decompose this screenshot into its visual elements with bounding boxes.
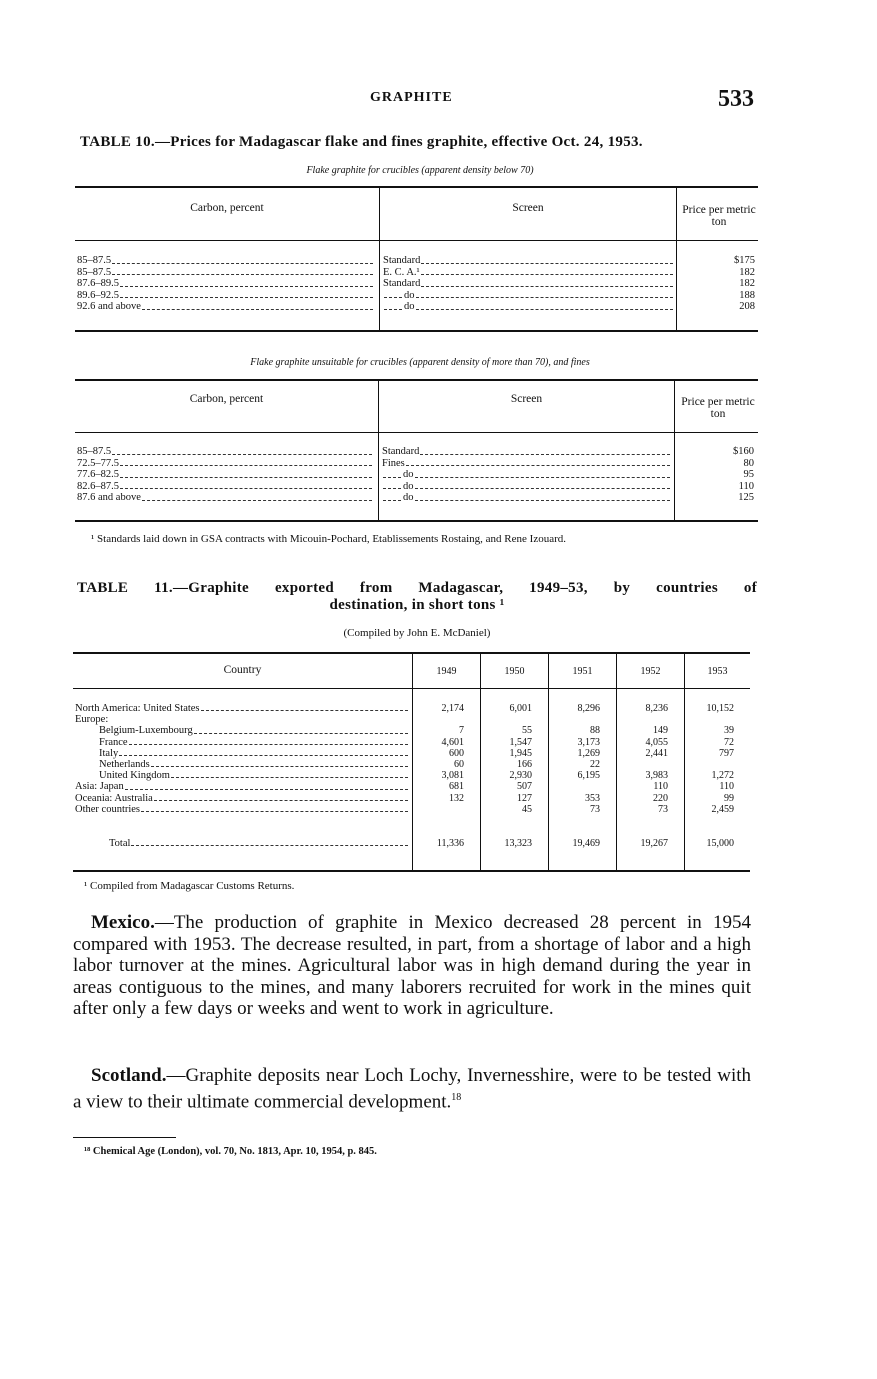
carbon-value: 85–87.5 (77, 255, 112, 266)
leader-dots (201, 703, 408, 711)
value-cell: 1,547 (509, 736, 532, 748)
carbon-cell (77, 267, 375, 279)
rule (75, 240, 758, 241)
price-row (77, 301, 757, 313)
screen-cell (374, 446, 672, 458)
rule (73, 870, 750, 872)
header-carbon: Carbon, percent (190, 202, 264, 214)
carbon-value: 72.5–77.5 (77, 457, 119, 469)
price-row (77, 469, 757, 481)
country-name: France (99, 736, 128, 748)
value-cell: 22 (590, 758, 600, 770)
price-value: 188 (739, 289, 755, 301)
country-cell (75, 737, 410, 748)
value-cell: 4,601 (441, 736, 464, 748)
leader-dots (384, 301, 402, 310)
country-cell (75, 759, 410, 770)
rule (75, 186, 758, 188)
value-cell: 1,269 (577, 747, 600, 759)
country-cell (75, 714, 410, 725)
leader-dots (120, 458, 372, 467)
scotland-heading: Scotland. (91, 1065, 167, 1086)
value-cell (614, 714, 682, 725)
leader-dots (131, 838, 408, 846)
leader-dots (125, 781, 408, 789)
leader-dots (421, 255, 673, 264)
value-cell: 2,930 (509, 770, 532, 782)
header-1953: 1953 (707, 666, 728, 677)
leader-dots (119, 748, 408, 756)
leader-dots (112, 446, 372, 455)
value-cell: 1,272 (711, 770, 734, 782)
value-cell: 99 (724, 792, 734, 804)
price-row (77, 492, 757, 504)
leader-dots (416, 301, 674, 310)
country-name: Oceania: Australia (75, 792, 153, 804)
value-cell: 149 (653, 725, 668, 737)
value-cell (682, 759, 748, 770)
export-row (75, 714, 750, 725)
screen-value: do (403, 469, 414, 480)
total-row (75, 838, 750, 849)
value-cell: 72 (724, 736, 734, 748)
country-name: United Kingdom (99, 770, 170, 782)
price-value: 182 (739, 278, 755, 289)
value-cell: 8,236 (645, 703, 668, 714)
export-row (75, 737, 750, 748)
value-cell: 2,441 (645, 747, 668, 759)
page-footnote: ¹⁸ Chemical Age (London), vol. 70, No. 1813, Apr. 10, 1954, p. 845. (84, 1146, 377, 1157)
country-name: Europe: (75, 714, 109, 726)
leader-dots (384, 290, 402, 299)
country-cell (75, 804, 410, 815)
header-1950: 1950 (504, 666, 525, 677)
value-cell: 600 (449, 747, 464, 759)
value-cell (478, 714, 546, 725)
value-cell: 3,173 (577, 736, 600, 748)
table10-part2-subtitle: Flake graphite unsuitable for crucibles (apparent density of more than 70), and fines (250, 357, 590, 368)
price-row (77, 481, 757, 493)
price-value: 125 (738, 492, 754, 503)
leader-dots (415, 481, 671, 490)
export-row (75, 703, 750, 714)
table10-part1-rows (77, 255, 757, 313)
value-cell: 45 (522, 803, 532, 815)
screen-cell (374, 492, 672, 504)
screen-value: do (404, 301, 415, 312)
total-label-cell (75, 838, 410, 849)
value-cell (546, 781, 614, 792)
screen-cell (374, 469, 672, 481)
value-cell: 2,459 (711, 803, 734, 815)
table11-title-line2: destination, in short tons ¹ (329, 597, 505, 613)
carbon-cell (77, 278, 375, 290)
carbon-value: 85–87.5 (77, 446, 112, 457)
value-cell: 3,983 (645, 770, 668, 782)
leader-dots (416, 290, 674, 299)
table11-compiled-by: (Compiled by John E. McDaniel) (343, 627, 491, 639)
price-value: 95 (743, 469, 754, 480)
table10-footnote: ¹ Standards laid down in GSA contracts with Micouin-Pochard, Etablissements Rostaing, and Rene Izouard. (91, 533, 566, 545)
scotland-text: —Graphite deposits near Loch Lochy, Invernesshire, were to be tested with a view to their ultimate commercial development. (73, 1065, 751, 1112)
total-value: 19,267 (640, 837, 668, 849)
running-title: GRAPHITE (370, 90, 453, 105)
value-cell (682, 714, 748, 725)
country-name: Belgium-Luxembourg (99, 725, 193, 737)
screen-cell (375, 278, 675, 290)
leader-dots (120, 481, 372, 490)
price-value: 208 (739, 301, 755, 312)
total-label: Total (109, 837, 131, 849)
screen-cell (374, 481, 672, 493)
header-price: Price per metric ton (682, 204, 756, 228)
header-screen: Screen (510, 393, 543, 405)
mexico-paragraph (73, 912, 751, 1020)
screen-cell (375, 301, 675, 313)
carbon-cell (77, 458, 374, 470)
price-row (77, 290, 757, 302)
leader-dots (383, 492, 401, 501)
total-value: 13,323 (504, 837, 532, 849)
leader-dots (120, 278, 373, 287)
price-row (77, 446, 757, 458)
carbon-cell (77, 481, 374, 493)
price-row (77, 278, 757, 290)
table10-title: TABLE 10.—Prices for Madagascar flake and fines graphite, effective Oct. 24, 1953. (80, 134, 643, 150)
price-row (77, 255, 757, 267)
footnote-ref: 18 (451, 1091, 462, 1103)
screen-cell (375, 255, 675, 267)
carbon-value: 82.6–87.5 (77, 480, 119, 492)
value-cell: 3,081 (441, 770, 464, 782)
leader-dots (421, 267, 673, 276)
country-name: North America: United States (75, 703, 200, 714)
screen-value: Standard (382, 446, 420, 457)
country-cell (75, 725, 410, 736)
value-cell: 7 (459, 725, 464, 737)
leader-dots (171, 770, 408, 778)
value-cell: 8,296 (577, 703, 600, 714)
value-cell: 681 (449, 781, 464, 793)
mexico-text: —The production of graphite in Mexico decreased 28 percent in 1954 compared with 1953. The decrease resulted, in part, from a shortage of labor and a high labor turnover at the mines. Agricultural labor was in high demand during the year in areas contiguous to the mines, and many laborers recruited for work in the mines quit after only a few days or weeks and went to work in agriculture. (73, 912, 751, 1019)
leader-dots (120, 290, 373, 299)
country-cell (75, 781, 410, 792)
leader-dots (194, 725, 408, 733)
value-cell: 4,055 (645, 736, 668, 748)
carbon-value: 87.6 and above (77, 492, 141, 503)
value-cell: 6,195 (577, 770, 600, 782)
carbon-cell (77, 446, 374, 458)
value-cell: 353 (585, 792, 600, 804)
screen-cell (374, 458, 672, 470)
carbon-cell (77, 492, 374, 504)
value-cell: 88 (590, 725, 600, 737)
leader-dots (142, 492, 372, 501)
value-cell: 73 (658, 803, 668, 815)
screen-value: Fines (382, 457, 405, 469)
total-value: 15,000 (706, 837, 734, 849)
total-value: 19,469 (572, 837, 600, 849)
price-value: 80 (743, 457, 754, 469)
leader-dots (120, 469, 372, 478)
leader-dots (383, 469, 401, 478)
screen-value: Standard (383, 278, 421, 289)
header-price: Price per metric ton (681, 396, 755, 420)
leader-dots (415, 469, 671, 478)
export-row (75, 725, 750, 736)
carbon-cell (77, 290, 375, 302)
leader-dots (142, 301, 373, 310)
value-cell: 55 (522, 725, 532, 737)
value-cell (410, 714, 478, 725)
export-row (75, 748, 750, 759)
leader-dots (151, 759, 408, 767)
leader-dots (406, 458, 670, 467)
carbon-value: 87.6–89.5 (77, 278, 119, 289)
value-cell: 166 (517, 758, 532, 770)
leader-dots (129, 737, 408, 745)
leader-dots (154, 793, 408, 801)
export-row (75, 759, 750, 770)
mexico-heading: Mexico. (91, 912, 155, 933)
export-row (75, 770, 750, 781)
price-value: 182 (739, 266, 755, 278)
carbon-value: 85–87.5 (77, 266, 112, 278)
country-cell (75, 703, 410, 714)
export-row (75, 781, 750, 792)
rule (75, 432, 758, 433)
leader-dots (112, 255, 373, 264)
page-number: 533 (718, 86, 754, 112)
value-cell: 60 (454, 758, 464, 770)
carbon-value: 89.6–92.5 (77, 289, 119, 301)
export-row (75, 793, 750, 804)
screen-value: Standard (383, 255, 421, 266)
screen-cell (375, 290, 675, 302)
value-cell: 1,945 (509, 747, 532, 759)
value-cell: 39 (724, 725, 734, 737)
header-country: Country (223, 664, 262, 676)
table11-title-line1: TABLE 11.—Graphite exported from Madagascar, 1949–53, by countries of (77, 580, 757, 596)
carbon-value: 92.6 and above (77, 301, 141, 312)
price-row (77, 458, 757, 470)
value-cell (614, 759, 682, 770)
leader-dots (421, 278, 673, 287)
rule (75, 330, 758, 332)
carbon-cell (77, 301, 375, 313)
header-1951: 1951 (572, 666, 593, 677)
leader-dots (415, 492, 671, 501)
table10-part2-rows (77, 446, 757, 504)
screen-value: E. C. A.¹ (383, 266, 420, 278)
table11-rows (75, 703, 750, 849)
value-cell: 110 (719, 781, 734, 793)
country-name: Other countries (75, 803, 141, 815)
country-cell (75, 748, 410, 759)
screen-cell (375, 267, 675, 279)
header-1952: 1952 (640, 666, 661, 677)
value-cell (546, 714, 614, 725)
leader-dots (420, 446, 670, 455)
rule (75, 379, 758, 381)
value-cell (410, 804, 478, 815)
table11-footnote: ¹ Compiled from Madagascar Customs Returns. (84, 880, 295, 892)
country-cell (75, 793, 410, 804)
value-cell: 2,174 (441, 703, 464, 714)
footnote-rule (73, 1137, 176, 1138)
country-name: Netherlands (99, 758, 150, 770)
price-value: $175 (734, 255, 755, 266)
country-name: Italy (99, 747, 119, 759)
country-cell (75, 770, 410, 781)
header-screen: Screen (512, 202, 544, 214)
value-cell: 73 (590, 803, 600, 815)
country-name: Asia: Japan (75, 781, 124, 793)
value-cell: 6,001 (509, 703, 532, 714)
price-row (77, 267, 757, 279)
screen-value: do (403, 492, 414, 503)
price-value: $160 (733, 446, 754, 457)
leader-dots (112, 267, 373, 276)
value-cell: 797 (719, 747, 734, 759)
leader-dots (141, 804, 408, 812)
table10-part1-subtitle: Flake graphite for crucibles (apparent density below 70) (306, 165, 534, 176)
value-cell: 127 (517, 792, 532, 804)
carbon-value: 77.6–82.5 (77, 469, 119, 480)
scotland-paragraph (73, 1065, 751, 1112)
screen-value: do (404, 289, 415, 301)
export-row (75, 804, 750, 815)
carbon-cell (77, 469, 374, 481)
value-cell: 507 (517, 781, 532, 793)
total-value: 11,336 (436, 837, 464, 849)
header-1949: 1949 (436, 666, 457, 677)
value-cell: 10,152 (706, 703, 734, 714)
leader-dots (383, 481, 401, 490)
carbon-cell (77, 255, 375, 267)
value-cell: 110 (653, 781, 668, 793)
price-value: 110 (738, 480, 754, 492)
rule (75, 520, 758, 522)
value-cell: 220 (653, 792, 668, 804)
screen-value: do (403, 480, 414, 492)
value-cell: 132 (449, 792, 464, 804)
header-carbon: Carbon, percent (189, 393, 264, 405)
